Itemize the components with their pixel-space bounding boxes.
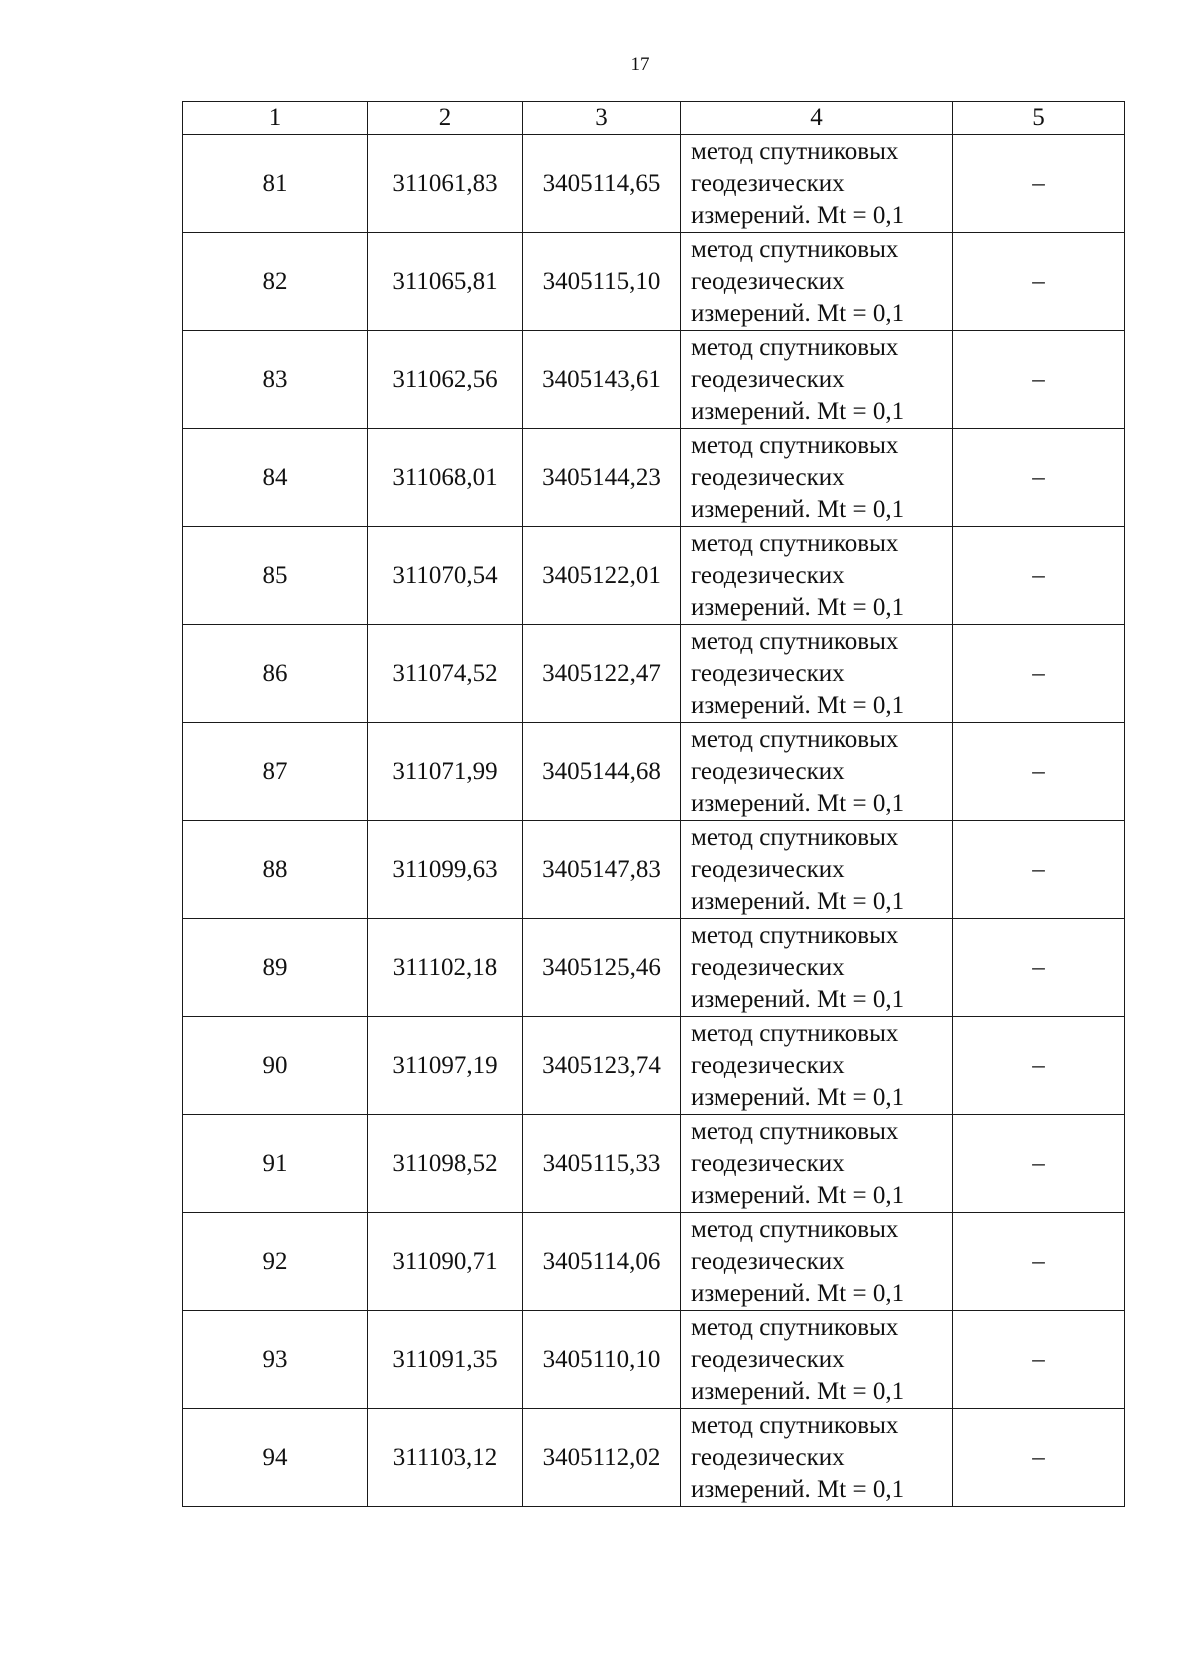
method-cell [681,429,953,527]
table-row [183,919,1125,1017]
method-cell [681,331,953,429]
method-line: геодезических [691,953,845,981]
method-line: геодезических [691,1149,845,1177]
x-coordinate-cell: 311099,63 [368,821,523,919]
method-line: метод спутниковых [691,235,899,263]
note-cell: – [953,625,1125,723]
method-line: метод спутниковых [691,1215,899,1243]
x-coordinate-cell: 311062,56 [368,331,523,429]
method-cell [681,919,953,1017]
y-coordinate-cell: 3405110,10 [523,1311,681,1409]
note-cell: – [953,919,1125,1017]
note-cell: – [953,1115,1125,1213]
x-coordinate-cell: 311061,83 [368,135,523,233]
y-coordinate-cell: 3405115,10 [523,233,681,331]
header-cell-1: 1 [183,102,368,135]
y-coordinate-cell: 3405122,01 [523,527,681,625]
method-line: геодезических [691,1345,845,1373]
note-cell: – [953,1409,1125,1507]
table-row [183,429,1125,527]
method-line: измерений. Mt = 0,1 [691,789,905,817]
table-row [183,1409,1125,1507]
header-row [183,102,1125,135]
y-coordinate-cell: 3405144,23 [523,429,681,527]
table-row [183,331,1125,429]
point-number-cell: 86 [183,625,368,723]
method-line: метод спутниковых [691,1019,899,1047]
y-coordinate-cell: 3405114,06 [523,1213,681,1311]
point-number-cell: 91 [183,1115,368,1213]
method-cell [681,135,953,233]
note-cell: – [953,429,1125,527]
x-coordinate-cell: 311097,19 [368,1017,523,1115]
x-coordinate-cell: 311098,52 [368,1115,523,1213]
table-header [183,102,1125,135]
method-line: метод спутниковых [691,137,899,165]
note-cell: – [953,135,1125,233]
method-line: измерений. Mt = 0,1 [691,985,905,1013]
table-row [183,625,1125,723]
method-line: метод спутниковых [691,333,899,361]
x-coordinate-cell: 311065,81 [368,233,523,331]
header-cell-3: 3 [523,102,681,135]
y-coordinate-cell: 3405115,33 [523,1115,681,1213]
method-line: измерений. Mt = 0,1 [691,299,905,327]
method-cell [681,1115,953,1213]
point-number-cell: 82 [183,233,368,331]
note-cell: – [953,1213,1125,1311]
method-line: метод спутниковых [691,1411,899,1439]
point-number-cell: 92 [183,1213,368,1311]
x-coordinate-cell: 311068,01 [368,429,523,527]
method-line: геодезических [691,365,845,393]
point-number-cell: 90 [183,1017,368,1115]
method-line: измерений. Mt = 0,1 [691,887,905,915]
x-coordinate-cell: 311103,12 [368,1409,523,1507]
page-number: 17 [630,54,650,75]
method-line: измерений. Mt = 0,1 [691,1083,905,1111]
method-line: геодезических [691,757,845,785]
note-cell: – [953,1311,1125,1409]
method-line: измерений. Mt = 0,1 [691,1181,905,1209]
x-coordinate-cell: 311070,54 [368,527,523,625]
note-cell: – [953,1017,1125,1115]
method-line: геодезических [691,1051,845,1079]
x-coordinate-cell: 311102,18 [368,919,523,1017]
point-number-cell: 87 [183,723,368,821]
x-coordinate-cell: 311074,52 [368,625,523,723]
method-cell [681,723,953,821]
y-coordinate-cell: 3405143,61 [523,331,681,429]
table-row [183,527,1125,625]
y-coordinate-cell: 3405144,68 [523,723,681,821]
point-number-cell: 85 [183,527,368,625]
method-line: измерений. Mt = 0,1 [691,397,905,425]
note-cell: – [953,723,1125,821]
table-row [183,1213,1125,1311]
point-number-cell: 94 [183,1409,368,1507]
method-line: метод спутниковых [691,627,899,655]
table-row [183,723,1125,821]
method-line: измерений. Mt = 0,1 [691,1279,905,1307]
x-coordinate-cell: 311071,99 [368,723,523,821]
table-body [183,135,1125,1507]
method-line: измерений. Mt = 0,1 [691,691,905,719]
header-cell-5: 5 [953,102,1125,135]
method-line: метод спутниковых [691,431,899,459]
method-line: измерений. Mt = 0,1 [691,495,905,523]
header-cell-4: 4 [681,102,953,135]
method-line: геодезических [691,659,845,687]
method-line: метод спутниковых [691,823,899,851]
method-line: измерений. Mt = 0,1 [691,1475,905,1503]
header-cell-2: 2 [368,102,523,135]
point-number-cell: 89 [183,919,368,1017]
table-row [183,1115,1125,1213]
method-line: измерений. Mt = 0,1 [691,201,905,229]
table-row [183,1311,1125,1409]
y-coordinate-cell: 3405147,83 [523,821,681,919]
method-line: геодезических [691,463,845,491]
method-cell [681,821,953,919]
method-line: измерений. Mt = 0,1 [691,1377,905,1405]
method-line: геодезических [691,169,845,197]
method-line: метод спутниковых [691,529,899,557]
method-line: геодезических [691,561,845,589]
note-cell: – [953,331,1125,429]
y-coordinate-cell: 3405122,47 [523,625,681,723]
method-cell [681,1017,953,1115]
point-number-cell: 93 [183,1311,368,1409]
method-cell [681,1213,953,1311]
method-line: метод спутниковых [691,1313,899,1341]
method-line: геодезических [691,267,845,295]
method-line: метод спутниковых [691,921,899,949]
y-coordinate-cell: 3405112,02 [523,1409,681,1507]
point-number-cell: 88 [183,821,368,919]
y-coordinate-cell: 3405123,74 [523,1017,681,1115]
note-cell: – [953,821,1125,919]
method-cell [681,1311,953,1409]
table-row [183,1017,1125,1115]
method-line: геодезических [691,1443,845,1471]
point-number-cell: 84 [183,429,368,527]
coordinates-table [182,101,1125,1507]
x-coordinate-cell: 311090,71 [368,1213,523,1311]
method-line: метод спутниковых [691,725,899,753]
method-cell [681,1409,953,1507]
point-number-cell: 83 [183,331,368,429]
table-row [183,233,1125,331]
note-cell: – [953,233,1125,331]
point-number-cell: 81 [183,135,368,233]
method-cell [681,527,953,625]
table-row [183,821,1125,919]
method-cell [681,625,953,723]
note-cell: – [953,527,1125,625]
method-line: геодезических [691,855,845,883]
method-line: метод спутниковых [691,1117,899,1145]
method-line: измерений. Mt = 0,1 [691,593,905,621]
y-coordinate-cell: 3405114,65 [523,135,681,233]
table-row [183,135,1125,233]
method-cell [681,233,953,331]
x-coordinate-cell: 311091,35 [368,1311,523,1409]
y-coordinate-cell: 3405125,46 [523,919,681,1017]
method-line: геодезических [691,1247,845,1275]
